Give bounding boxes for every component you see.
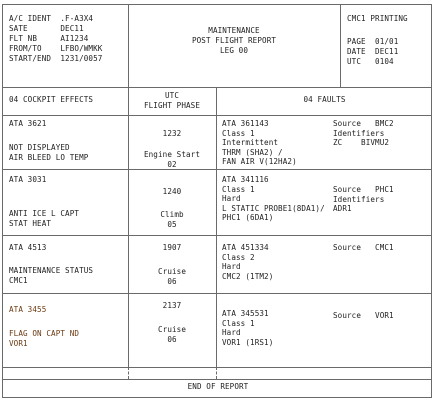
header-right-line-3: UTC 0104 <box>347 57 394 66</box>
header-right-line-1: PAGE 01/01 <box>347 37 399 46</box>
row-1-source: Source BMC2 Identifiers ZC BIVMU2 <box>333 119 394 148</box>
row-2-phase: Climb 05 <box>160 210 184 229</box>
rule-row-3 <box>3 293 431 294</box>
row-4-time: 2137 <box>162 301 182 310</box>
rule-v-header-2 <box>340 5 341 87</box>
row-4-fault: ATA 345531 Class 1 Hard VOR1 (1RS1) <box>222 309 274 347</box>
row-2-fault: ATA 341116 Class 1 Hard L STATIC PROBE1(8DA1)/ PHC1 (6DA1) <box>222 175 325 223</box>
row-2-source: Source PHC1 Identifiers ADR1 <box>333 185 394 214</box>
row-3-time: 1907 <box>162 243 182 252</box>
row-1-effect: NOT DISPLAYED AIR BLEED LO TEMP <box>9 143 89 162</box>
row-3-fault: ATA 451334 Class 2 Hard CMC2 (1TM2) <box>222 243 274 281</box>
rule-row-2 <box>3 235 431 236</box>
row-4-ata: ATA 3455 <box>9 305 47 314</box>
header-left-line-4: FROM/TO LFBO/WMKK <box>9 44 103 53</box>
row-2-ata: ATA 3031 <box>9 175 47 184</box>
column-header-phase: UTC FLIGHT PHASE <box>143 91 201 110</box>
maintenance-report-sheet <box>2 4 432 398</box>
row-3-source: Source CMC1 <box>333 243 394 252</box>
end-of-report: END OF REPORT <box>187 382 249 391</box>
rule-v-body-2 <box>216 87 217 367</box>
row-3-phase: Cruise 06 <box>157 267 187 286</box>
rule-columns <box>3 115 431 116</box>
row-2-time: 1240 <box>162 187 182 196</box>
row-4-phase: Cruise 06 <box>157 325 187 344</box>
row-1-time: 1232 <box>162 129 182 138</box>
report-title-line-3: LEG 00 <box>219 46 249 55</box>
row-3-ata: ATA 4513 <box>9 243 47 252</box>
rule-row-1 <box>3 169 431 170</box>
row-3-effect: MAINTENANCE STATUS CMC1 <box>9 266 94 285</box>
column-header-effects: 04 COCKPIT EFFECTS <box>9 95 94 104</box>
rule-v-dash-1 <box>128 367 129 379</box>
rule-row-4 <box>3 367 431 368</box>
rule-v-dash-2 <box>216 367 217 379</box>
row-4-effect: FLAG ON CAPT ND VOR1 <box>9 329 80 348</box>
column-header-faults: 04 FAULTS <box>303 95 346 104</box>
row-4-source: Source VOR1 <box>333 311 394 320</box>
rule-footer <box>3 379 431 380</box>
row-2-effect: ANTI ICE L CAPT STAT HEAT <box>9 209 80 228</box>
row-1-ata: ATA 3621 <box>9 119 47 128</box>
printing-title: CMC1 PRINTING <box>347 14 408 23</box>
header-right-line-2: DATE DEC11 <box>347 47 399 56</box>
row-1-phase: Engine Start 02 <box>143 150 201 169</box>
header-left-line-1: A/C IDENT .F-A3X4 <box>9 14 94 23</box>
header-left-line-2: SATE DEC11 <box>9 24 84 33</box>
row-1-fault: ATA 361143 Class 1 Intermittent THRM (SHA2) / FAN AIR V(12HA2) <box>222 119 297 167</box>
rule-header <box>3 87 431 88</box>
report-title-line-2: POST FLIGHT REPORT <box>191 36 277 45</box>
report-title-line-1: MAINTENANCE <box>208 26 260 35</box>
header-left-line-5: START/END 1231/0057 <box>9 54 103 63</box>
header-left-line-3: FLT NB AI1234 <box>9 34 89 43</box>
